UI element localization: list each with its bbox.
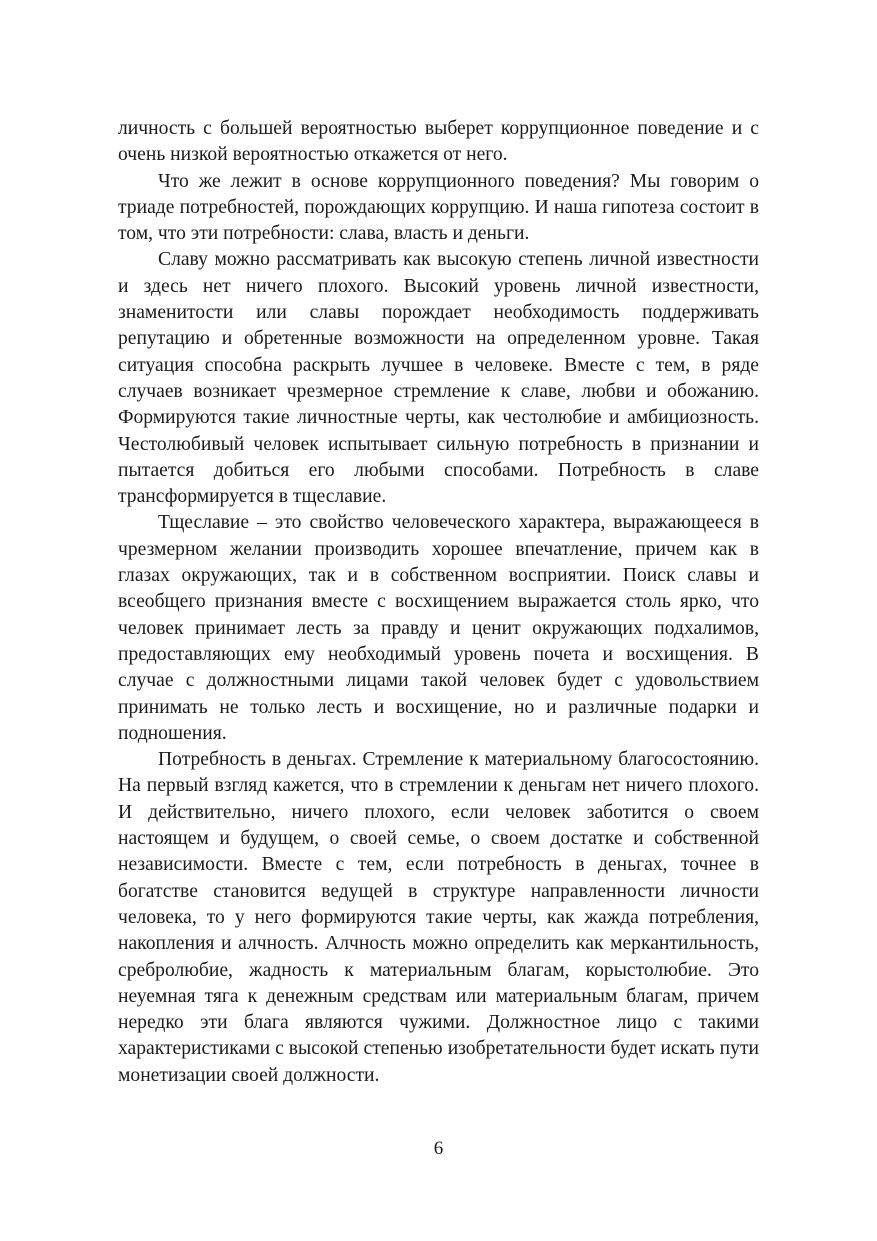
paragraph-fame: Славу можно рассматривать как высокую степень личной известности и здесь нет ничего плохого. Высокий уровень личной известности, знаменитости или славы порождает необходимость поддерживать репутацию и обретенные возможности на определенном уровне. Такая ситуация способна раскрыть лучшее в человеке. Вместе с тем, в ряде случаев возникает чрезмерное стремление к славе, любви и обожанию. Формируются такие личностные черты, как честолюбие и амбициозность. Честолюбивый человек испытывает сильную потребность в признании и пытается добиться его любыми способами. Потребность в славе трансформируется в тщеславие. (118, 249, 759, 508)
paragraph-continuation: личность с большей вероятностью выберет коррупционное поведение и с очень низкой вероятностью откажется от него. (118, 118, 759, 166)
page-number: 6 (433, 1138, 444, 1159)
paragraph-need-for-money: Потребность в деньгах. Стремление к материальному благосостоянию. На первый взгляд кажется, что в стремлении к деньгам нет ничего плохого. И действительно, ничего плохого, если человек заботится о своем настоящем и будущем, о своей семье, о своем достатке и собственной независимости. Вместе с тем, если потребность в деньгах, точнее в богатстве становится ведущей в структуре направленности личности человека, то у него формируются такие черты, как жажда потребления, накопления и алчность. Алчность можно определить как меркантильность, сребролюбие, жадность к материальным благам, корыстолюбие. Это неуемная тяга к денежным средствам или материальным благам, причем нередко эти блага являются чужими. Должностное лицо с такими характеристиками с высокой степенью изобретательности будет искать пути монетизации своей должности. (118, 749, 759, 1086)
main-text (118, 116, 759, 1089)
paragraph-triad-of-needs: Что же лежит в основе коррупционного поведения? Мы говорим о триаде потребностей, порождающих коррупцию. И наша гипотеза состоит в том, что эти потребности: слава, власть и деньги. (118, 170, 759, 245)
paragraph-vanity: Тщеславие – это свойство человеческого характера, выражающееся в чрезмерном желании производить хорошее впечатление, причем как в глазах окружающих, так и в собственном восприятии. Поиск славы и всеобщего признания вместе с восхищением выражается столь ярко, что человек принимает лесть за правду и ценит окружающих подхалимов, предоставляющих ему необходимый уровень почета и восхищения. В случае с должностными лицами такой человек будет с удовольствием принимать не только лесть и восхищение, но и различные подарки и подношения. (118, 512, 759, 744)
